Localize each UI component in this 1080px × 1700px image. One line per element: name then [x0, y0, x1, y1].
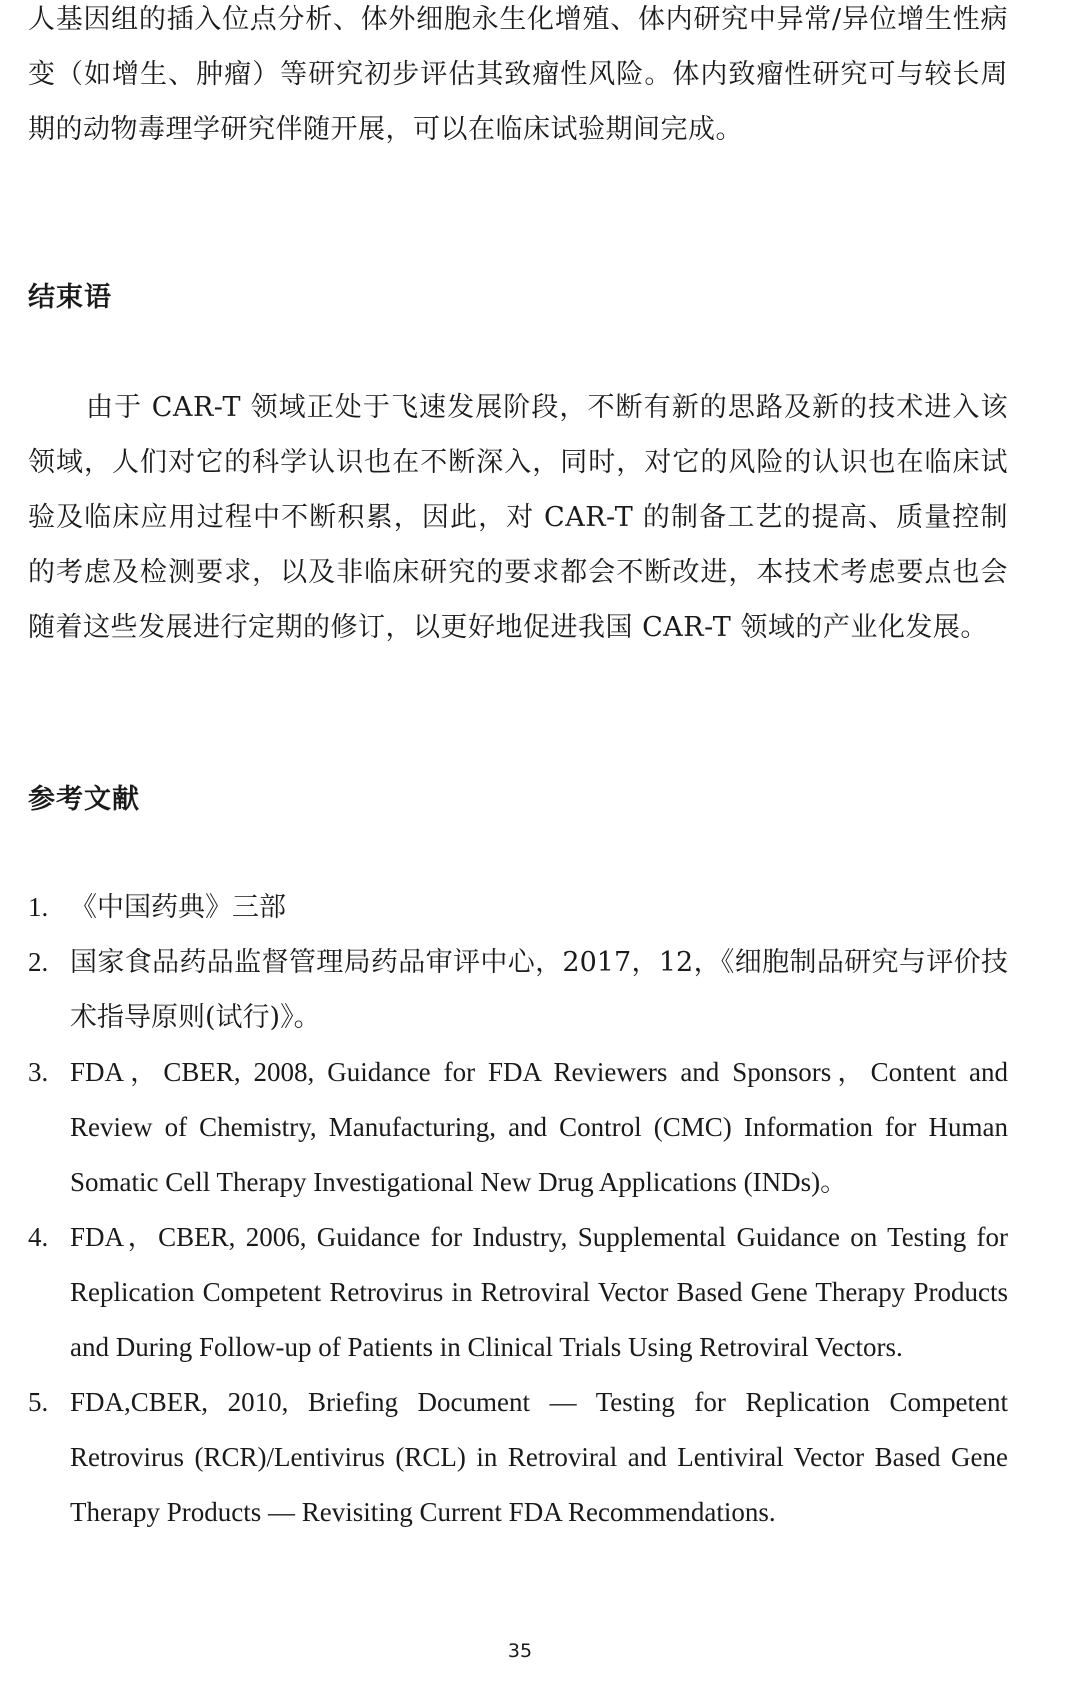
reference-item [28, 880, 1008, 935]
reference-number: 4. [28, 1222, 49, 1252]
conclusion-heading: 结束语 [28, 282, 112, 313]
reference-item [28, 1375, 1008, 1540]
reference-number: 1. [28, 892, 49, 922]
reference-text: FDA，CBER, 2006, Guidance for Industry, Supplemental Guidance on Testing for Replication Competent Retrovirus in Retroviral Vector Based Gene Therapy Products and During Follow-up of Patients in Clinical Trials Using Retroviral Vectors. [70, 1222, 1008, 1362]
top-paragraph: 人基因组的插入位点分析、体外细胞永生化增殖、体内研究中异常/异位增生性病变（如增生、肿瘤）等研究初步评估其致瘤性风险。体内致瘤性研究可与较长周期的动物毒理学研究伴随开展，可以在临床试验期间完成。 [28, 4, 1008, 145]
references-heading: 参考文献 [28, 784, 140, 815]
reference-text: FDA，CBER, 2008, Guidance for FDA Reviewers and Sponsors，Content and Review of Chemistry, Manufacturing, and Control (CMC) Information for Human Somatic Cell Therapy Investigational New Drug Applications (INDs)。 [70, 1057, 1008, 1197]
page-number: 35 [507, 1640, 533, 1662]
reference-number: 3. [28, 1057, 49, 1087]
reference-text: 《中国药典》三部 [70, 892, 286, 923]
reference-item [28, 1045, 1008, 1210]
conclusion-body: 由于 CAR-T 领域正处于飞速发展阶段，不断有新的思路及新的技术进入该领域，人们对它的科学认识也在不断深入，同时，对它的风险的认识也在临床试验及临床应用过程中不断积累，因此，对 CAR-T 的制备工艺的提高、质量控制的考虑及检测要求，以及非临床研究的要求都会不断改进，本技术考虑要点也会随着这些发展进行定期的修订，以更好地促进我国 CAR-T 领域的产业化发展。 [28, 392, 1008, 643]
references-list [28, 880, 1008, 1540]
reference-text: 国家食品药品监督管理局药品审评中心，2017，12，《细胞制品研究与评价技术指导原则(试行)》。 [70, 947, 1008, 1033]
reference-item [28, 1210, 1008, 1375]
reference-number: 2. [28, 947, 49, 977]
reference-number: 5. [28, 1387, 49, 1417]
reference-text: FDA,CBER, 2010, Briefing Document — Testing for Replication Competent Retrovirus (RCR)/Lentivirus (RCL) in Retroviral and Lentiviral Vector Based Gene Therapy Products — Revisiting Current FDA Recommendations. [70, 1387, 1008, 1527]
reference-item [28, 935, 1008, 1045]
